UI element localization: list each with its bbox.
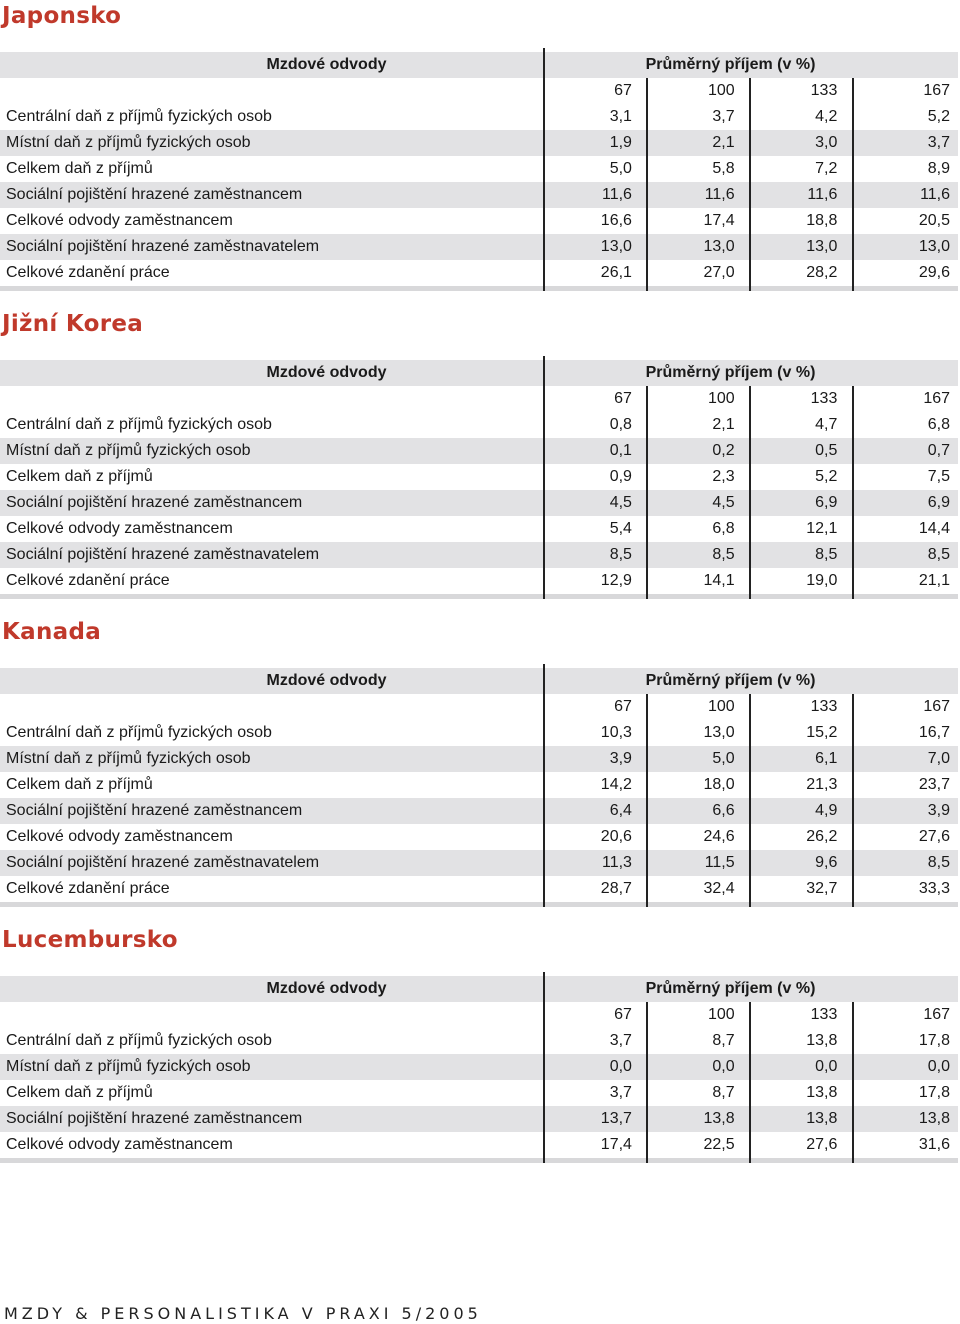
row-value: 4,5 xyxy=(609,494,632,511)
row-value: 0,0 xyxy=(609,1058,632,1075)
income-level-header: 100 xyxy=(707,82,735,99)
row-value: 13,0 xyxy=(918,238,951,255)
income-level-header: 167 xyxy=(923,82,951,99)
row-value: 28,7 xyxy=(600,880,632,897)
income-level-header: 100 xyxy=(707,390,735,407)
column-divider xyxy=(543,48,545,291)
row-value: 10,3 xyxy=(600,724,632,741)
row-value: 3,7 xyxy=(609,1032,632,1049)
row-value: 14,2 xyxy=(600,776,632,793)
row-value: 31,6 xyxy=(918,1136,951,1153)
income-level-header: 133 xyxy=(810,390,838,407)
row-label: Sociální pojištění hrazené zaměstnavatelem xyxy=(6,854,320,871)
row-value: 9,6 xyxy=(815,854,838,871)
empty-cell xyxy=(0,78,541,104)
row-value: 27,6 xyxy=(918,828,951,845)
country-section xyxy=(0,924,960,1163)
row-value: 11,6 xyxy=(920,186,951,203)
table-bottom-bar xyxy=(0,902,958,907)
row-value: 3,9 xyxy=(609,750,632,767)
row-value: 8,9 xyxy=(927,160,951,177)
row-value: 8,5 xyxy=(815,546,838,563)
row-value: 18,0 xyxy=(703,776,735,793)
row-value: 14,1 xyxy=(703,572,735,589)
row-value: 23,7 xyxy=(918,776,951,793)
row-value: 13,8 xyxy=(806,1032,838,1049)
row-value: 5,0 xyxy=(712,750,735,767)
row-value: 6,1 xyxy=(815,750,838,767)
income-level-header: 100 xyxy=(707,698,735,715)
row-value: 16,6 xyxy=(600,212,632,229)
row-value: 2,1 xyxy=(712,134,735,151)
column-divider xyxy=(646,694,648,907)
row-value: 27,6 xyxy=(806,1136,838,1153)
row-label: Centrální daň z příjmů fyzických osob xyxy=(6,724,272,741)
row-value: 0,0 xyxy=(815,1058,838,1075)
row-value: 26,1 xyxy=(600,264,632,281)
row-value: 14,4 xyxy=(918,520,951,537)
table-row xyxy=(0,208,958,234)
row-label: Místní daň z příjmů fyzických osob xyxy=(6,1058,251,1075)
row-value: 1,9 xyxy=(609,134,632,151)
table-row xyxy=(0,182,958,208)
row-value: 8,5 xyxy=(927,854,951,871)
column-divider xyxy=(852,1002,854,1163)
table-row xyxy=(0,1106,958,1132)
row-value: 5,0 xyxy=(609,160,632,177)
row-value: 7,0 xyxy=(927,750,951,767)
row-value: 6,4 xyxy=(609,802,632,819)
row-value: 12,9 xyxy=(600,572,632,589)
column-divider xyxy=(543,972,545,1163)
column-divider xyxy=(749,694,751,907)
table-row xyxy=(0,104,958,130)
table-row xyxy=(0,490,958,516)
row-value: 32,4 xyxy=(703,880,735,897)
header-payroll-deductions: Mzdové odvody xyxy=(266,56,387,73)
row-value: 5,2 xyxy=(815,468,838,485)
row-value: 13,0 xyxy=(703,724,735,741)
income-level-header: 133 xyxy=(810,1006,838,1023)
row-label: Celkové odvody zaměstnancem xyxy=(6,1136,233,1153)
table-row xyxy=(0,260,958,286)
row-value: 24,6 xyxy=(703,828,735,845)
income-level-header: 167 xyxy=(923,1006,951,1023)
row-value: 17,8 xyxy=(918,1084,951,1101)
row-value: 8,7 xyxy=(712,1084,735,1101)
column-divider xyxy=(749,386,751,599)
row-value: 5,2 xyxy=(927,108,951,125)
row-value: 6,8 xyxy=(712,520,735,537)
row-value: 21,1 xyxy=(918,572,951,589)
country-title: Lucembursko xyxy=(2,927,178,953)
row-label: Sociální pojištění hrazené zaměstnancem xyxy=(6,802,303,819)
country-title: Kanada xyxy=(2,619,102,645)
row-label: Celkem daň z příjmů xyxy=(6,1084,153,1101)
publication-footer: MZDY & PERSONALISTIKA V PRAXI 5/2005 xyxy=(4,1304,482,1323)
income-levels-row xyxy=(0,78,958,104)
row-value: 13,0 xyxy=(600,238,632,255)
column-divider xyxy=(543,664,545,907)
table-row xyxy=(0,516,958,542)
empty-cell xyxy=(0,386,541,412)
table-header-row xyxy=(0,976,958,1002)
row-value: 4,9 xyxy=(815,802,838,819)
row-value: 26,2 xyxy=(806,828,838,845)
row-label: Sociální pojištění hrazené zaměstnavatelem xyxy=(6,546,320,563)
column-divider xyxy=(749,1002,751,1163)
country-section xyxy=(0,0,960,291)
table-header-row xyxy=(0,52,958,78)
row-value: 11,6 xyxy=(807,186,838,203)
row-label: Sociální pojištění hrazené zaměstnancem xyxy=(6,186,303,203)
row-label: Centrální daň z příjmů fyzických osob xyxy=(6,416,272,433)
row-value: 5,4 xyxy=(609,520,632,537)
row-value: 13,8 xyxy=(703,1110,735,1127)
row-label: Celkem daň z příjmů xyxy=(6,468,153,485)
table-bottom-bar xyxy=(0,594,958,599)
row-label: Sociální pojištění hrazené zaměstnavatelem xyxy=(6,238,320,255)
row-value: 8,5 xyxy=(609,546,632,563)
row-value: 0,9 xyxy=(609,468,632,485)
row-value: 3,9 xyxy=(927,802,951,819)
row-label: Celkové odvody zaměstnancem xyxy=(6,828,233,845)
income-level-header: 67 xyxy=(614,698,632,715)
table-row xyxy=(0,1132,958,1158)
row-value: 13,8 xyxy=(806,1084,838,1101)
table-row xyxy=(0,876,958,902)
table-row xyxy=(0,464,958,490)
row-value: 17,4 xyxy=(600,1136,632,1153)
table-header-row xyxy=(0,668,958,694)
header-average-income: Průměrný příjem (v %) xyxy=(645,56,816,73)
row-value: 4,2 xyxy=(815,108,838,125)
table-header-row xyxy=(0,360,958,386)
header-average-income: Průměrný příjem (v %) xyxy=(645,672,816,689)
row-value: 11,6 xyxy=(601,186,632,203)
row-label: Celkové odvody zaměstnancem xyxy=(6,212,233,229)
income-level-header: 133 xyxy=(810,698,838,715)
row-value: 32,7 xyxy=(806,880,838,897)
row-value: 6,6 xyxy=(712,802,735,819)
row-label: Sociální pojištění hrazené zaměstnancem xyxy=(6,494,303,511)
row-value: 8,5 xyxy=(927,546,951,563)
table-row xyxy=(0,1028,958,1054)
country-title: Japonsko xyxy=(2,3,122,29)
column-divider xyxy=(852,694,854,907)
row-label: Centrální daň z příjmů fyzických osob xyxy=(6,108,272,125)
row-value: 13,0 xyxy=(806,238,838,255)
row-value: 0,7 xyxy=(927,442,951,459)
row-value: 19,0 xyxy=(806,572,838,589)
row-label: Celkem daň z příjmů xyxy=(6,160,153,177)
column-divider xyxy=(646,386,648,599)
table-bottom-bar xyxy=(0,286,958,291)
column-divider xyxy=(543,356,545,599)
row-value: 11,5 xyxy=(704,854,735,871)
row-value: 8,5 xyxy=(712,546,735,563)
row-value: 3,7 xyxy=(927,134,951,151)
row-value: 0,0 xyxy=(712,1058,735,1075)
table-row xyxy=(0,1054,958,1080)
row-value: 13,8 xyxy=(918,1110,951,1127)
income-level-header: 167 xyxy=(923,390,951,407)
header-payroll-deductions: Mzdové odvody xyxy=(266,980,387,997)
row-value: 17,4 xyxy=(703,212,735,229)
table-row xyxy=(0,850,958,876)
table-row xyxy=(0,568,958,594)
row-value: 28,2 xyxy=(806,264,838,281)
row-value: 7,2 xyxy=(815,160,838,177)
row-label: Celkové zdanění práce xyxy=(6,572,170,589)
row-value: 17,8 xyxy=(918,1032,951,1049)
row-value: 22,5 xyxy=(703,1136,735,1153)
row-value: 6,9 xyxy=(815,494,838,511)
table-bottom-bar xyxy=(0,1158,958,1163)
row-value: 0,1 xyxy=(609,442,632,459)
row-label: Celkové odvody zaměstnancem xyxy=(6,520,233,537)
tax-table xyxy=(0,52,958,291)
row-value: 12,1 xyxy=(806,520,838,537)
row-value: 7,5 xyxy=(927,468,951,485)
row-value: 3,0 xyxy=(815,134,838,151)
column-divider xyxy=(749,78,751,291)
row-label: Místní daň z příjmů fyzických osob xyxy=(6,134,251,151)
income-level-header: 133 xyxy=(810,82,838,99)
table-row xyxy=(0,156,958,182)
row-value: 18,8 xyxy=(806,212,838,229)
table-row xyxy=(0,720,958,746)
table-row xyxy=(0,824,958,850)
row-value: 4,5 xyxy=(712,494,735,511)
table-row xyxy=(0,438,958,464)
row-value: 20,6 xyxy=(600,828,632,845)
empty-cell xyxy=(0,1002,541,1028)
row-value: 3,7 xyxy=(712,108,735,125)
row-value: 33,3 xyxy=(918,880,951,897)
column-divider xyxy=(646,1002,648,1163)
row-value: 21,3 xyxy=(806,776,838,793)
header-average-income: Průměrný příjem (v %) xyxy=(645,364,816,381)
country-section xyxy=(0,308,960,599)
row-value: 2,1 xyxy=(712,416,735,433)
country-title: Jižní Korea xyxy=(2,311,144,337)
header-payroll-deductions: Mzdové odvody xyxy=(266,364,387,381)
row-value: 3,1 xyxy=(609,108,632,125)
column-divider xyxy=(852,78,854,291)
income-level-header: 67 xyxy=(614,390,632,407)
table-row xyxy=(0,798,958,824)
row-value: 8,7 xyxy=(712,1032,735,1049)
income-levels-row xyxy=(0,1002,958,1028)
row-label: Místní daň z příjmů fyzických osob xyxy=(6,442,251,459)
income-level-header: 167 xyxy=(923,698,951,715)
tax-table xyxy=(0,668,958,907)
row-value: 4,7 xyxy=(815,416,838,433)
tax-table xyxy=(0,360,958,599)
table-row xyxy=(0,542,958,568)
income-level-header: 100 xyxy=(707,1006,735,1023)
row-value: 0,5 xyxy=(815,442,838,459)
row-label: Centrální daň z příjmů fyzických osob xyxy=(6,1032,272,1049)
row-value: 15,2 xyxy=(806,724,838,741)
row-label: Celkové zdanění práce xyxy=(6,264,170,281)
row-value: 29,6 xyxy=(918,264,951,281)
income-level-header: 67 xyxy=(614,1006,632,1023)
row-value: 3,7 xyxy=(609,1084,632,1101)
row-value: 5,8 xyxy=(712,160,735,177)
income-level-header: 67 xyxy=(614,82,632,99)
table-row xyxy=(0,772,958,798)
row-value: 11,6 xyxy=(704,186,735,203)
header-payroll-deductions: Mzdové odvody xyxy=(266,672,387,689)
income-levels-row xyxy=(0,386,958,412)
tax-table xyxy=(0,976,958,1163)
row-value: 0,2 xyxy=(712,442,735,459)
table-row xyxy=(0,412,958,438)
empty-cell xyxy=(0,694,541,720)
row-label: Sociální pojištění hrazené zaměstnancem xyxy=(6,1110,303,1127)
table-row xyxy=(0,234,958,260)
row-value: 13,7 xyxy=(600,1110,632,1127)
row-value: 20,5 xyxy=(918,212,951,229)
row-value: 27,0 xyxy=(703,264,735,281)
row-value: 13,0 xyxy=(703,238,735,255)
country-section xyxy=(0,616,960,907)
row-value: 2,3 xyxy=(712,468,735,485)
table-row xyxy=(0,130,958,156)
row-value: 11,3 xyxy=(601,854,632,871)
row-value: 16,7 xyxy=(918,724,951,741)
row-value: 6,8 xyxy=(927,416,951,433)
header-average-income: Průměrný příjem (v %) xyxy=(645,980,816,997)
column-divider xyxy=(852,386,854,599)
table-row xyxy=(0,746,958,772)
table-row xyxy=(0,1080,958,1106)
row-label: Celkem daň z příjmů xyxy=(6,776,153,793)
column-divider xyxy=(646,78,648,291)
row-value: 13,8 xyxy=(806,1110,838,1127)
row-value: 6,9 xyxy=(927,494,951,511)
row-value: 0,8 xyxy=(609,416,632,433)
row-value: 0,0 xyxy=(927,1058,951,1075)
row-label: Místní daň z příjmů fyzických osob xyxy=(6,750,251,767)
row-label: Celkové zdanění práce xyxy=(6,880,170,897)
income-levels-row xyxy=(0,694,958,720)
